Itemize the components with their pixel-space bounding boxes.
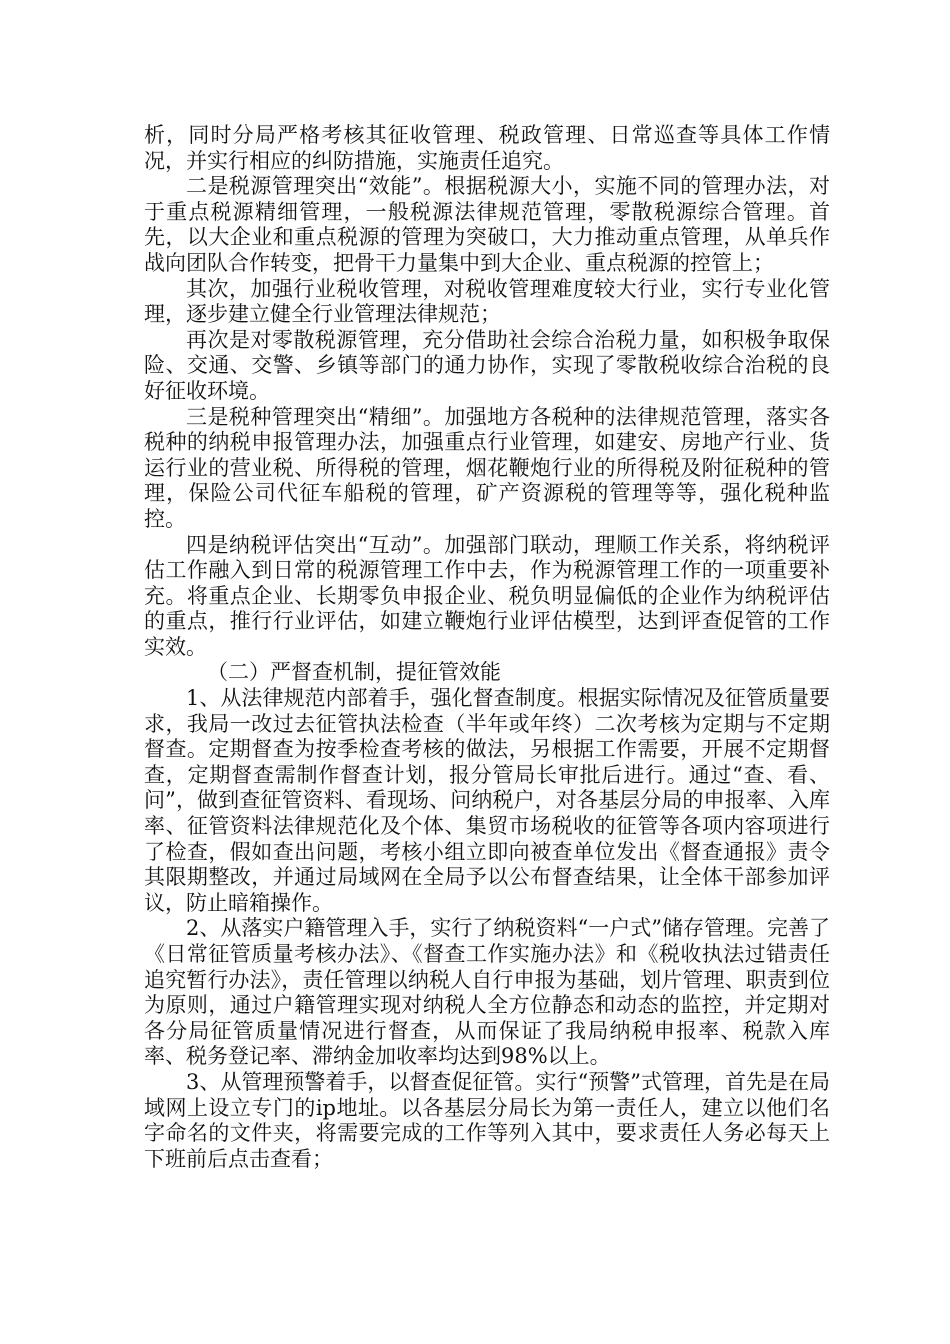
paragraph-3: 其次，加强行业税收管理，对税收管理难度较大行业，实行专业化管理，逐步建立健全行业管理法律规范；	[144, 276, 830, 327]
paragraph-1: 析，同时分局严格考核其征收管理、税政管理、日常巡查等具体工作情况，并实行相应的纠防措施，实施责任追究。	[144, 123, 830, 173]
paragraph-6: 四是纳税评估突出“互动”。加强部门联动，理顺工作关系，将纳税评估工作融入到日常的税源管理工作中去，作为税源管理工作的一项重要补充。将重点企业、长期零负申报企业、税负明显偏低的企业作为纳税评估的重点，推行行业评估，如建立鞭炮行业评估模型，达到评查促管的工作实效。	[144, 532, 830, 659]
paragraph-4: 再次是对零散税源管理，充分借助社会综合治税力量，如积极争取保险、交通、交警、乡镇等部门的通力协作，实现了零散税收综合治税的良好征收环境。	[144, 327, 830, 403]
paragraph-8: 1、从法律规范内部着手，强化督查制度。根据实际情况及征管质量要求，我局一改过去征管执法检查（半年或年终）二次考核为定期与不定期督查。定期督查为按季检查考核的做法，另根据工作需要，开展不定期督查，定期督查需制作督查计划，报分管局长审批后进行。通过“查、看、问”，做到查征管资料、看现场、问纳税户，对各基层分局的申报率、入库率、征管资料法律规范化及个体、集贸市场税收的征管等各项内容项进行了检查，假如查出问题，考核小组立即向被查单位发出《督查通报》责令其限期整改，并通过局域网在全局予以公布督查结果，让全体干部参加评议，防止暗箱操作。	[144, 686, 830, 915]
paragraph-9: 2、从落实户籍管理入手，实行了纳税资料“一户式”储存管理。完善了《日常征管质量考核办法》、《督查工作实施办法》和《税收执法过错责任追究暂行办法》，责任管理以纳税人自行申报为基础，划片管理、职责到位为原则，通过户籍管理实现对纳税人全方位静态和动态的监控，并定期对各分局征管质量情况进行督查，从而保证了我局纳税申报率、税款入库率、税务登记率、滞纳金加收率均达到98%以上。	[144, 916, 830, 1069]
paragraph-5: 三是税种管理突出“精细”。加强地方各税种的法律规范管理，落实各税种的纳税申报管理办法，加强重点行业管理，如建安、房地产行业、货运行业的营业税、所得税的管理，烟花鞭炮行业的所得税及附征税种的管理，保险公司代征车船税的管理，矿产资源税的管理等等，强化税种监控。	[144, 404, 830, 531]
section-heading: （二）严督查机制，提征管效能	[207, 660, 501, 685]
paragraph-2: 二是税源管理突出“效能”。根据税源大小，实施不同的管理办法，对于重点税源精细管理，一般税源法律规范管理，零散税源综合管理。首先，以大企业和重点税源的管理为突破口，大力推动重点管理，从单兵作战向团队合作转变，把骨干力量集中到大企业、重点税源的控管上；	[144, 174, 830, 275]
paragraph-10: 3、从管理预警着手，以督查促征管。实行“预警”式管理，首先是在局域网上设立专门的ip地址。以各基层分局长为第一责任人，建立以他们名字命名的文件夹，将需要完成的工作等列入其中，要求责任人务必每天上下班前后点击查看；	[144, 1069, 830, 1171]
document-page	[144, 123, 830, 1172]
